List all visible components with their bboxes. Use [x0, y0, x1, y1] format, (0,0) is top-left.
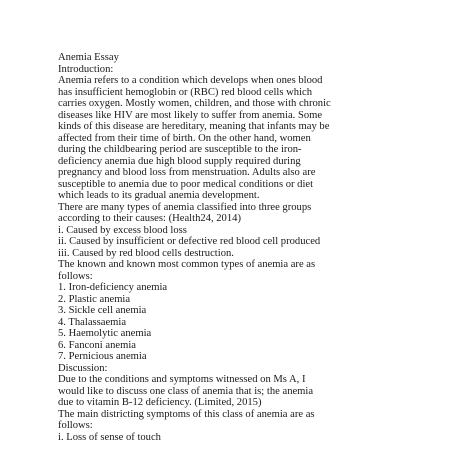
text-line: susceptible to anemia due to poor medical conditions or diet [58, 178, 314, 190]
text-line: which leads to its gradual anemia development. [58, 190, 260, 201]
anemia-type-list-item: 4. Thalassaemia [58, 316, 127, 328]
anemia-type-list-item: 1. Iron-deficiency anemia [58, 282, 168, 293]
text-line: follows: [58, 420, 93, 431]
anemia-type-list-item: 2. Plastic anemia [58, 293, 131, 305]
section-heading-discussion: Discussion: [58, 362, 108, 374]
essay-title: Anemia Essay [58, 52, 119, 63]
text-line: has insufficient hemoglobin or (RBC) red blood cells which [58, 86, 313, 98]
text-line: Anemia refers to a condition which develops when ones blood [58, 75, 323, 86]
text-line: The known and known most common types of anemia are as [58, 259, 316, 270]
cause-list-item: ii. Caused by insufficient or defective red blood cell produced [58, 236, 321, 247]
text-line: pregnancy and blood loss from menstruation. Adults also are [58, 167, 316, 178]
text-line: There are many types of anemia classified into three groups [58, 201, 312, 213]
text-line: carries oxygen. Mostly women, children, and those with chronic [58, 98, 331, 109]
anemia-type-list-item: 6. Fanconi anemia [58, 339, 136, 351]
cause-list-item: i. Caused by excess blood loss [58, 224, 187, 236]
text-line: Due to the conditions and symptoms witnessed on Ms A, I [58, 374, 306, 385]
text-line: due to vitamin B-12 deficiency. (Limited, 2015) [58, 397, 262, 408]
text-line: kinds of this disease are hereditary, meaning that infants may be [58, 121, 330, 132]
anemia-type-list-item: 3. Sickle cell anemia [58, 305, 147, 316]
text-line: according to their causes: (Health24, 2014) [58, 213, 241, 224]
text-line: deficiency anemia due high blood supply required during [58, 155, 301, 167]
cause-list-item: iii. Caused by red blood cells destruction. [58, 247, 234, 259]
section-heading-introduction: Introduction: [58, 63, 114, 75]
anemia-type-list-item: 5. Haemolytic anemia [58, 328, 152, 339]
text-line: The main districting symptoms of this class of anemia are as [58, 408, 315, 420]
text-line: affected from their time of birth. On the other hand, women [58, 132, 311, 144]
symptom-list-item: i. Loss of sense of touch [58, 431, 161, 443]
essay-text [58, 52, 418, 443]
text-line: follows: [58, 270, 93, 282]
anemia-type-list-item: 7. Pernicious anemia [58, 351, 147, 362]
text-line: during the childbearing period are susceptible to the iron- [58, 144, 302, 155]
text-line: would like to discuss one class of anemia that is; the anemia [58, 385, 314, 397]
text-line: diseases like HIV are most likely to suffer from anemia. Some [58, 109, 323, 121]
